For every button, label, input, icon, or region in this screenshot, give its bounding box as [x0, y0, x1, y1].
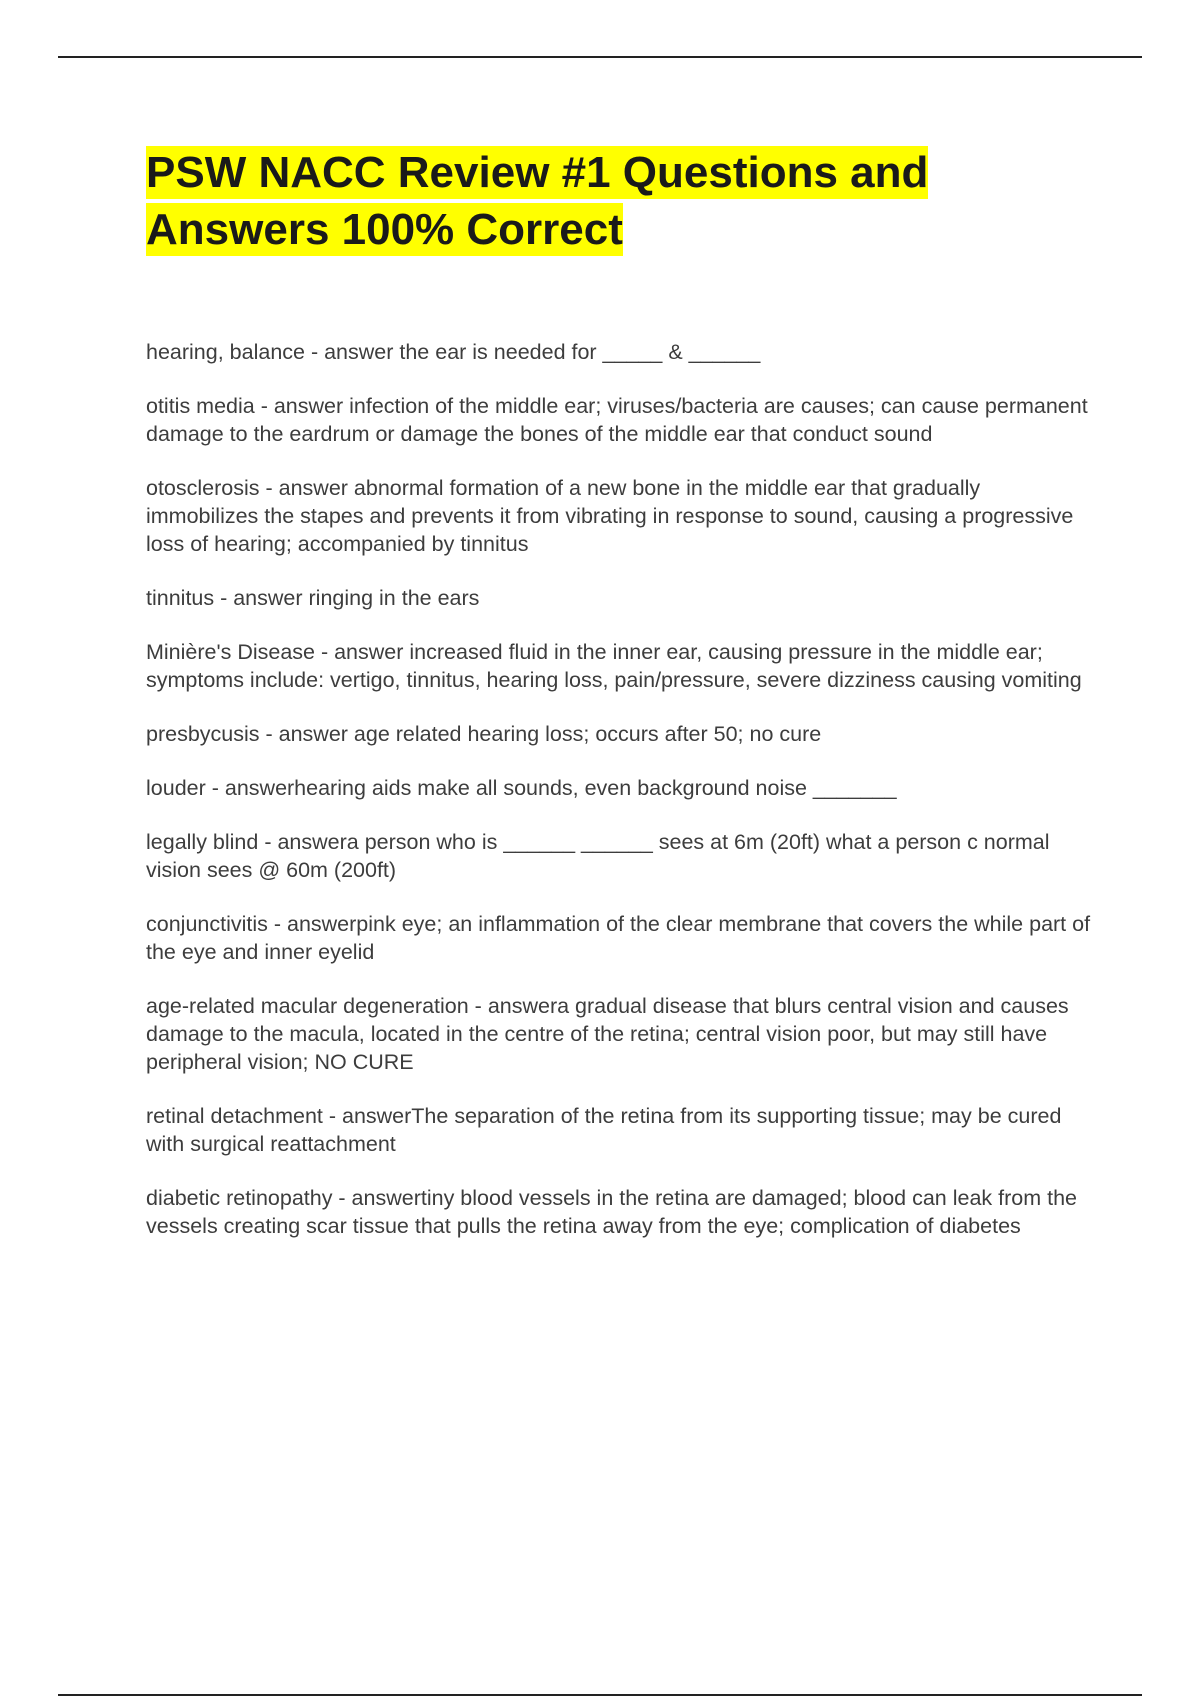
header-rule: [58, 56, 1142, 58]
qa-entry: presbycusis - answer age related hearing loss; occurs after 50; no cure: [146, 722, 822, 746]
qa-entry: age-related macular degeneration - answera gradual disease that blurs central vision and causes damage to the macula, located in the centre of the retina; central vision poor, but may still have peripheral vision; NO CURE: [146, 994, 1069, 1074]
qa-entry: Minière's Disease - answer increased fluid in the inner ear, causing pressure in the middle ear; symptoms include: vertigo, tinnitus, hearing loss, pain/pressure, severe dizziness causing vomiting: [146, 640, 1082, 692]
qa-entry: retinal detachment - answerThe separation of the retina from its supporting tissue; may be cured with surgical reattachment: [146, 1104, 1062, 1156]
qa-entry: otosclerosis - answer abnormal formation of a new bone in the middle ear that gradually immobilizes the stapes and prevents it from vibrating in response to sound, causing a progressive loss of hearing; accompanied by tinnitus: [146, 476, 1074, 556]
qa-entry: otitis media - answer infection of the middle ear; viruses/bacteria are causes; can cause permanent damage to the eardrum or damage the bones of the middle ear that conduct sound: [146, 394, 1088, 446]
qa-entry: hearing, balance - answer the ear is needed for _____ & ______: [146, 340, 761, 364]
footer-rule: [58, 1694, 1142, 1696]
qa-entry: legally blind - answera person who is ______ ______ sees at 6m (20ft) what a person c normal vision sees @ 60m (200ft): [146, 830, 1050, 882]
title-highlight: PSW NACC Review #1 Questions and Answers 100% Correct: [146, 148, 929, 254]
qa-entry: conjunctivitis - answerpink eye; an inflammation of the clear membrane that covers the while part of the eye and inner eyelid: [146, 912, 1091, 964]
qa-entry: louder - answerhearing aids make all sounds, even background noise _______: [146, 776, 897, 800]
qa-entry: tinnitus - answer ringing in the ears: [146, 586, 480, 610]
document-title: [146, 144, 1086, 258]
qa-entry: diabetic retinopathy - answertiny blood vessels in the retina are damaged; blood can leak from the vessels creating scar tissue that pulls the retina away from the eye; complication of diabetes: [146, 1186, 1078, 1238]
qa-list: [146, 338, 1092, 1266]
